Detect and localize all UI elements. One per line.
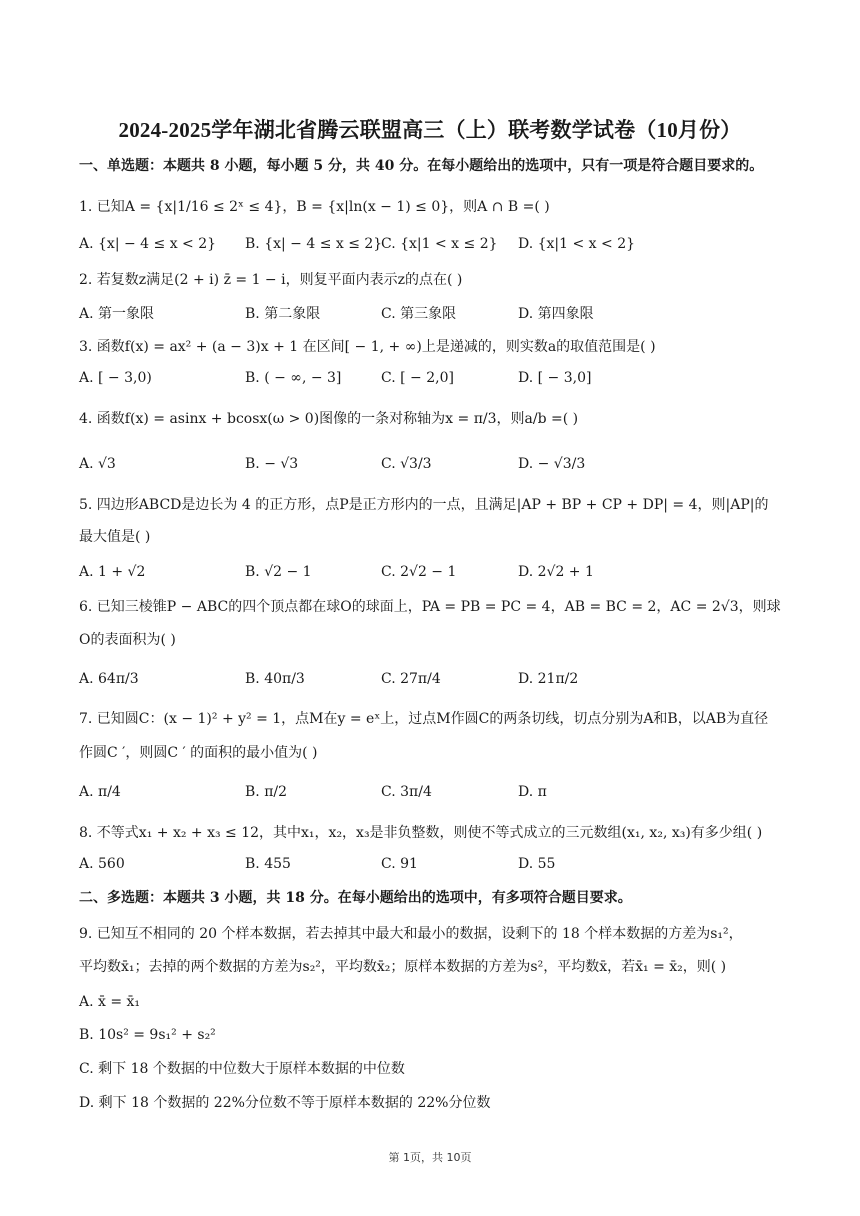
question-4-option-c[interactable]: C. √3/3: [381, 456, 432, 472]
question-6-option-b[interactable]: B. 40π/3: [245, 671, 305, 687]
question-3-option-d[interactable]: D. [ − 3,0]: [518, 370, 592, 386]
question-3-options: [79, 370, 785, 392]
question-7-option-a[interactable]: A. π/4: [79, 784, 121, 800]
question-4-options: [79, 456, 785, 478]
question-2-option-b[interactable]: B. 第二象限: [245, 306, 321, 322]
question-1-option-a[interactable]: A. {x| − 4 ≤ x < 2}: [79, 236, 217, 252]
question-6-options: [79, 671, 785, 693]
question-2-option-a[interactable]: A. 第一象限: [79, 306, 155, 322]
question-8-stem: 8. 不等式x₁ + x₂ + x₃ ≤ 12，其中x₁，x₂，x₃是非负整数，则使不等式成立的三元数组(x₁, x₂, x₃)有多少组( ): [79, 825, 763, 841]
question-5-stem-line-1: 5. 四边形ABCD是边长为 4 的正方形，点P是正方形内的一点，且满足|AP + BP + CP + DP| = 4，则|AP|的: [79, 497, 769, 513]
question-2-stem: 2. 若复数z满足(2 + i) z̄ = 1 − i，则复平面内表示z的点在( ): [79, 272, 463, 288]
question-3-stem: 3. 函数f(x) = ax² + (a − 3)x + 1 在区间[ − 1, + ∞)上是递减的，则实数a的取值范围是( ): [79, 339, 656, 355]
question-5-options: [79, 564, 785, 586]
question-3-option-c[interactable]: C. [ − 2,0]: [381, 370, 454, 386]
question-9-option-b[interactable]: B. 10s² = 9s₁² + s₂²: [79, 1027, 216, 1043]
question-5-stem-line-2: 最大值是( ): [79, 529, 151, 545]
question-3-option-b[interactable]: B. ( − ∞, − 3]: [245, 370, 342, 386]
question-6-option-d[interactable]: D. 21π/2: [518, 671, 579, 687]
question-4-option-a[interactable]: A. √3: [79, 456, 116, 472]
question-4-option-b[interactable]: B. − √3: [245, 456, 299, 472]
page-footer: 第 1页，共 10页: [388, 1151, 472, 1164]
question-8-option-d[interactable]: D. 55: [518, 856, 556, 872]
question-7-option-d[interactable]: D. π: [518, 784, 547, 800]
question-9-option-d[interactable]: D. 剩下 18 个数据的 22%分位数不等于原样本数据的 22%分位数: [79, 1095, 491, 1111]
question-3-option-a[interactable]: A. [ − 3,0): [79, 370, 152, 386]
question-7-option-c[interactable]: C. 3π/4: [381, 784, 432, 800]
question-6-option-c[interactable]: C. 27π/4: [381, 671, 441, 687]
question-1-options: [79, 236, 785, 258]
question-9-option-c[interactable]: C. 剩下 18 个数据的中位数大于原样本数据的中位数: [79, 1061, 405, 1077]
question-5-option-d[interactable]: D. 2√2 + 1: [518, 564, 594, 580]
question-2-option-c[interactable]: C. 第三象限: [381, 306, 457, 322]
question-5-option-a[interactable]: A. 1 + √2: [79, 564, 146, 580]
question-9-option-a[interactable]: A. x̄ = x̄₁: [79, 994, 141, 1010]
question-8-options: [79, 856, 785, 878]
question-2-option-d[interactable]: D. 第四象限: [518, 306, 594, 322]
question-6-stem-line-2: O的表面积为( ): [79, 632, 176, 648]
question-7-stem-line-2: 作圆C ′，则圆C ′ 的面积的最小值为( ): [79, 745, 318, 761]
question-4-stem: 4. 函数f(x) = asinx + bcosx(ω > 0)图像的一条对称轴为x = π/3，则a/b =( ): [79, 411, 579, 427]
question-9-stem-line-2: 平均数x̄₁；去掉的两个数据的方差为s₂²，平均数x̄₂；原样本数据的方差为s²，平均数x̄，若x̄₁ = x̄₂，则( ): [79, 959, 727, 975]
question-6-option-a[interactable]: A. 64π/3: [79, 671, 139, 687]
question-2-options: [79, 303, 785, 325]
question-1-option-b[interactable]: B. {x| − 4 ≤ x ≤ 2}: [245, 236, 383, 252]
section-heading-single-choice: 一、单选题：本题共 8 小题，每小题 5 分，共 40 分。在每小题给出的选项中，只有一项是符合题目要求的。: [79, 158, 764, 174]
question-1-stem: 1. 已知A = {x|1/16 ≤ 2ˣ ≤ 4}，B = {x|ln(x − 1) ≤ 0}，则A ∩ B =( ): [79, 199, 550, 215]
question-9-stem-line-1: 9. 已知互不相同的 20 个样本数据，若去掉其中最大和最小的数据，设剩下的 18 个样本数据的方差为s₁²，: [79, 926, 743, 942]
question-7-stem-line-1: 7. 已知圆C：(x − 1)² + y² = 1，点M在y = eˣ上，过点M作圆C的两条切线，切点分别为A和B，以AB为直径: [79, 711, 769, 727]
question-5-option-b[interactable]: B. √2 − 1: [245, 564, 312, 580]
question-1-option-c[interactable]: C. {x|1 < x ≤ 2}: [381, 236, 498, 252]
question-7-options: [79, 784, 785, 806]
question-8-option-c[interactable]: C. 91: [381, 856, 418, 872]
question-8-option-b[interactable]: B. 455: [245, 856, 291, 872]
question-8-option-a[interactable]: A. 560: [79, 856, 125, 872]
question-1-option-d[interactable]: D. {x|1 < x < 2}: [518, 236, 636, 252]
section-heading-multi-choice: 二、多选题：本题共 3 小题，共 18 分。在每小题给出的选项中，有多项符合题目要求。: [79, 890, 632, 906]
question-4-option-d[interactable]: D. − √3/3: [518, 456, 586, 472]
question-5-option-c[interactable]: C. 2√2 − 1: [381, 564, 457, 580]
question-7-option-b[interactable]: B. π/2: [245, 784, 288, 800]
page-title: 2024-2025学年湖北省腾云联盟高三（上）联考数学试卷（10月份）: [118, 118, 742, 142]
question-6-stem-line-1: 6. 已知三棱锥P − ABC的四个顶点都在球O的球面上，PA = PB = PC = 4，AB = BC = 2，AC = 2√3，则球: [79, 599, 781, 615]
